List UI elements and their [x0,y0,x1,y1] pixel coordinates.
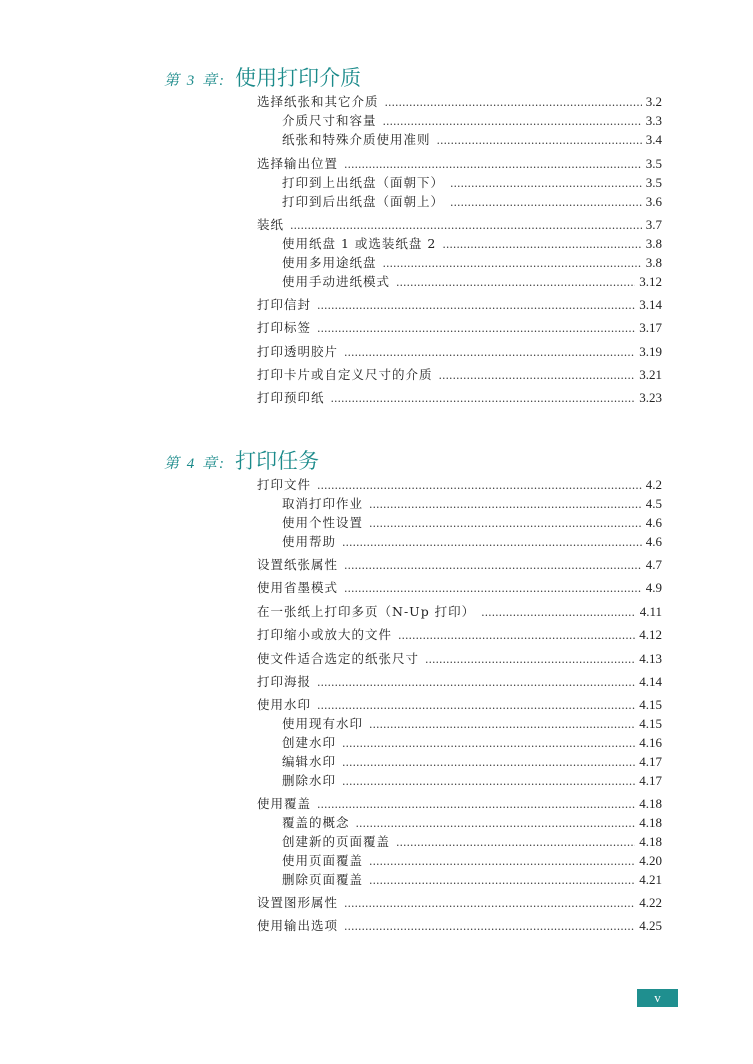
toc-leader-dots [356,815,636,833]
toc-subentry[interactable] [282,734,662,752]
toc-entry-title: 打印预印纸 [257,390,325,405]
toc-subentry[interactable] [282,533,662,551]
toc-entry-page: 4.17 [639,754,662,769]
toc-leader-dots [317,697,635,715]
toc-entry[interactable] [257,155,662,173]
toc-leader-dots [317,674,635,692]
toc-leader-dots [437,132,642,150]
toc-entry-title: 使用个性设置 [282,515,364,530]
chapter-4-heading [164,445,319,475]
page-number-tab: v [637,989,678,1007]
toc-entry-page: 3.8 [645,236,662,251]
toc-entry[interactable] [257,389,662,407]
toc-leader-dots [369,853,635,871]
toc-entry[interactable] [257,626,662,644]
toc-entry-title: 打印到后出纸盘（面朝上） [282,194,445,209]
toc-entry-page: 4.9 [645,580,662,595]
toc-entry-page: 3.4 [645,132,662,147]
toc-leader-dots [331,390,636,408]
toc-leader-dots [317,477,642,495]
toc-entry[interactable] [257,696,662,714]
chapter-3-heading [164,62,361,92]
toc-subentry[interactable] [282,871,662,889]
toc-entry-page: 3.12 [639,274,662,289]
toc-subentry[interactable] [282,131,662,149]
toc-entry-title: 使用帮助 [282,534,337,549]
toc-entry-title: 打印卡片或自定义尺寸的介质 [257,367,433,382]
toc-entry-page: 3.19 [639,344,662,359]
toc-entry-title: 取消打印作业 [282,496,364,511]
toc-leader-dots [342,754,635,772]
toc-subentry[interactable] [282,235,662,253]
toc-entry-page: 4.18 [639,834,662,849]
toc-entry-page: 4.2 [645,477,662,492]
toc-entry-title: 使文件适合选定的纸张尺寸 [257,651,420,666]
toc-entry-page: 3.21 [639,367,662,382]
toc-entry-page: 4.6 [645,534,662,549]
toc-entry-title: 选择纸张和其它介质 [257,94,379,109]
toc-leader-dots [369,872,635,890]
toc-leader-dots [439,367,636,385]
toc-subentry[interactable] [282,514,662,532]
toc-leader-dots [342,534,642,552]
toc-subentry[interactable] [282,254,662,272]
toc-entry-title: 使用现有水印 [282,716,364,731]
toc-entry-page: 3.23 [639,390,662,405]
toc-entry-page: 3.7 [645,217,662,232]
chapter-3-label: 第 3 章: [164,73,226,89]
toc-entry-page: 4.14 [639,674,662,689]
toc-entry-page: 4.13 [639,651,662,666]
toc-entry-page: 4.22 [639,895,662,910]
toc-entry[interactable] [257,795,662,813]
toc-entry[interactable] [257,673,662,691]
toc-leader-dots [369,716,635,734]
toc-leader-dots [290,217,642,235]
toc-leader-dots [450,194,642,212]
toc-entry-page: 4.15 [639,716,662,731]
toc-subentry[interactable] [282,814,662,832]
toc-entry[interactable] [257,216,662,234]
toc-entry-title: 打印透明胶片 [257,344,339,359]
toc-leader-dots [344,344,635,362]
toc-entry-page: 4.5 [645,496,662,511]
toc-leader-dots [342,735,635,753]
toc-entry-page: 3.3 [645,113,662,128]
toc-entry-title: 打印文件 [257,477,312,492]
toc-entry-title: 打印到上出纸盘（面朝下） [282,175,445,190]
toc-entry-page: 4.18 [639,796,662,811]
toc-entry-title: 使用手动进纸模式 [282,274,391,289]
toc-entry-title: 打印信封 [257,297,312,312]
toc-leader-dots [398,627,635,645]
toc-entry-title: 选择输出位置 [257,156,339,171]
toc-entry[interactable] [257,556,662,574]
toc-entry-page: 4.17 [639,773,662,788]
toc-leader-dots [383,255,642,273]
toc-subentry[interactable] [282,715,662,733]
toc-entry-title: 设置纸张属性 [257,557,339,572]
toc-leader-dots [396,274,635,292]
toc-entry-title: 纸张和特殊介质使用准则 [282,132,431,147]
toc-subentry[interactable] [282,833,662,851]
toc-leader-dots [383,113,642,131]
toc-entry-page: 4.25 [639,918,662,933]
toc-entry-page: 4.12 [639,627,662,642]
chapter-4-label: 第 4 章: [164,456,226,472]
toc-subentry[interactable] [282,193,662,211]
toc-leader-dots [385,94,642,112]
toc-entry-page: 3.2 [645,94,662,109]
toc-entry-title: 装纸 [257,217,285,232]
toc-entry-title: 创建新的页面覆盖 [282,834,391,849]
toc-leader-dots [317,297,635,315]
toc-entry-page: 4.15 [639,697,662,712]
toc-entry-title: 设置图形属性 [257,895,339,910]
toc-entry-page: 3.8 [645,255,662,270]
toc-entry-title: 编辑水印 [282,754,337,769]
toc-entry-title: 使用省墨模式 [257,580,339,595]
toc-entry-title: 删除水印 [282,773,337,788]
chapter-3-title: 使用打印介质 [235,66,362,90]
toc-leader-dots [342,773,635,791]
toc-entry-title: 打印海报 [257,674,312,689]
toc-leader-dots [425,651,635,669]
toc-entry-title: 使用多用途纸盘 [282,255,377,270]
toc-leader-dots [442,236,641,254]
toc-entry-title: 使用输出选项 [257,918,339,933]
toc-entry-title: 删除页面覆盖 [282,872,364,887]
toc-entry[interactable] [257,319,662,337]
toc-subentry[interactable] [282,174,662,192]
toc-leader-dots [344,156,642,174]
toc-entry[interactable] [257,296,662,314]
toc-entry-page: 4.11 [639,604,662,619]
toc-subentry[interactable] [282,772,662,790]
toc-leader-dots [369,496,642,514]
toc-entry[interactable] [257,650,662,668]
toc-subentry[interactable] [282,753,662,771]
toc-subentry[interactable] [282,852,662,870]
toc-entry-title: 使用纸盘 1 或选装纸盘 2 [282,236,437,251]
toc-entry-title: 在一张纸上打印多页（N-Up 打印） [257,604,476,619]
toc-subentry[interactable] [282,273,662,291]
toc-subentry[interactable] [282,495,662,513]
toc-leader-dots [396,834,635,852]
toc-leader-dots [344,895,635,913]
toc-entry-page: 4.7 [645,557,662,572]
toc-entry-title: 使用覆盖 [257,796,312,811]
toc-entry-page: 4.16 [639,735,662,750]
toc-entry-title: 使用水印 [257,697,312,712]
toc-leader-dots [344,580,642,598]
toc-leader-dots [481,604,636,622]
toc-leader-dots [344,918,635,936]
toc-entry-page: 3.5 [645,175,662,190]
toc-entry[interactable] [257,579,662,597]
toc-leader-dots [344,557,642,575]
toc-entry-page: 3.14 [639,297,662,312]
toc-leader-dots [317,320,635,338]
toc-entry-page: 3.5 [645,156,662,171]
toc-entry[interactable] [257,603,662,621]
toc-leader-dots [369,515,642,533]
toc-entry-page: 4.20 [639,853,662,868]
chapter-4-title: 打印任务 [235,449,320,473]
toc-entry-page: 4.21 [639,872,662,887]
toc-entry[interactable] [257,476,662,494]
toc-entry[interactable] [257,366,662,384]
toc-entry[interactable] [257,894,662,912]
toc-entry-title: 使用页面覆盖 [282,853,364,868]
toc-entry-page: 3.6 [645,194,662,209]
toc-entry-title: 介质尺寸和容量 [282,113,377,128]
toc-entry-page: 4.6 [645,515,662,530]
toc-entry[interactable] [257,343,662,361]
toc-entry-title: 打印缩小或放大的文件 [257,627,393,642]
toc-entry[interactable] [257,917,662,935]
toc-entry-title: 覆盖的概念 [282,815,350,830]
toc-entry-page: 3.17 [639,320,662,335]
toc-subentry[interactable] [282,112,662,130]
toc-entry-title: 创建水印 [282,735,337,750]
toc-entry-title: 打印标签 [257,320,312,335]
toc-entry-page: 4.18 [639,815,662,830]
toc-leader-dots [317,796,635,814]
toc-entry[interactable] [257,93,662,111]
toc-leader-dots [450,175,642,193]
